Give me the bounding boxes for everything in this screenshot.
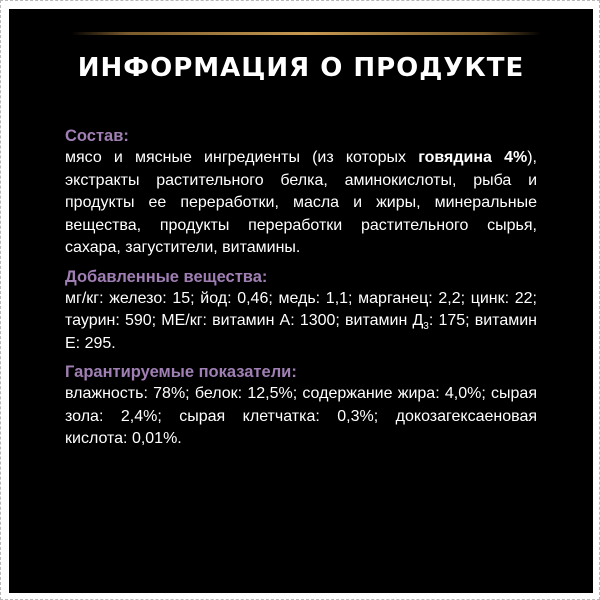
additives-text-end: : 175; витамин Е: 295. bbox=[65, 312, 538, 352]
additives-text-start: мг/кг: железо: 15; йод: 0,46; медь: 1,1; марганец: 2,2; цинк: 22; таурин: 590; МЕ/кг: витамин А: 1300; витамин Д bbox=[65, 289, 537, 329]
composition-beef-highlight: говядина 4% bbox=[418, 149, 528, 166]
product-info-panel bbox=[9, 9, 593, 593]
gold-divider-line bbox=[71, 32, 541, 35]
additives-heading: Добавленные вещества: bbox=[65, 267, 268, 286]
vitamin-d-subscript: 3 bbox=[423, 321, 429, 332]
composition-text bbox=[65, 147, 537, 260]
composition-heading: Состав: bbox=[65, 127, 129, 145]
composition-text-end: ), экстракты растительного белка, аминокислоты, рыба и продукты ее переработки, масла и жиры, минеральные вещества, продукты переработки растительного сырья, сахара, загустители, витамины. bbox=[65, 149, 537, 256]
guaranteed-text: влажность: 78%; белок: 12,5%; содержание жира: 4,0%; сырая зола: 2,4%; сырая клетчатка: 0,3%; докозагексаеновая кислота: 0,01%. bbox=[65, 385, 537, 447]
product-info-content bbox=[65, 125, 537, 457]
additives-text bbox=[65, 288, 537, 356]
page-title: ИНФОРМАЦИЯ О ПРОДУКТЕ bbox=[77, 53, 525, 83]
guaranteed-heading: Гарантируемые показатели: bbox=[65, 363, 297, 381]
composition-text-start: мясо и мясные ингредиенты (из которых bbox=[65, 149, 419, 166]
